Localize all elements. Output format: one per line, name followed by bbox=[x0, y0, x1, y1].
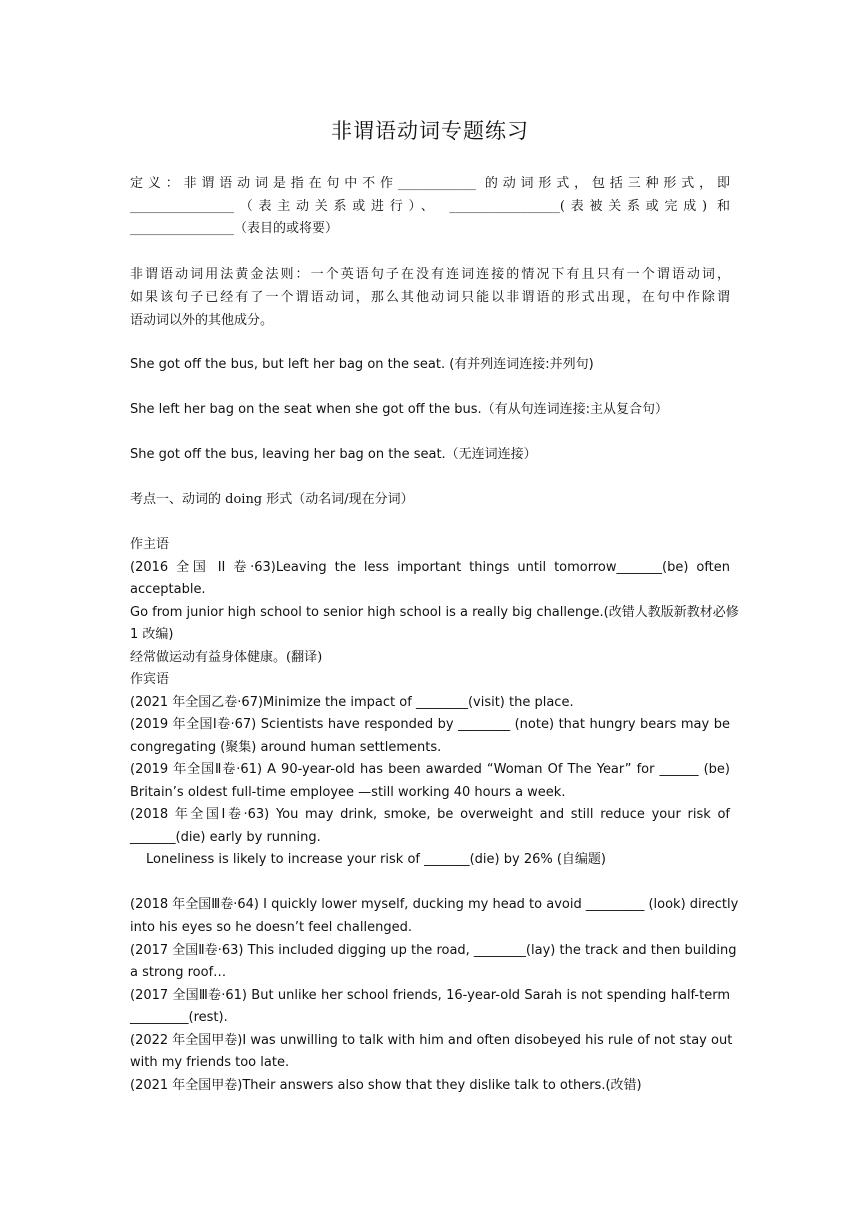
exercise-line: (2018 年全国Ⅰ卷·63) You may drink, smoke, be overweight and still reduce your risk of bbox=[130, 807, 730, 822]
exercise-line: 1 改编) bbox=[130, 627, 174, 642]
example-sentence-2: She left her bag on the seat when she got off the bus.（有从句连词连接:主从复合句） bbox=[130, 402, 668, 417]
example-sentence-3: She got off the bus, leaving her bag on the seat.（无连词连接） bbox=[130, 447, 537, 462]
exercise-line: (2018 年全国Ⅲ卷·64) I quickly lower myself, ducking my head to avoid _________ (look) directly bbox=[130, 897, 739, 912]
exercise-line: 经常做运动有益身体健康。(翻译) bbox=[130, 650, 323, 665]
exercise-line: (2017 全国Ⅱ卷·63) This included digging up the road, ________(lay) the track and then building bbox=[130, 943, 737, 958]
example-sentence-1: She got off the bus, but left her bag on the seat. (有并列连词连接:并列句) bbox=[130, 357, 594, 372]
definition-line-2: ________________（表主动关系或进行）、 _________________(表被关系或完成) 和 bbox=[130, 199, 730, 214]
exercise-line: Go from junior high school to senior high school is a really big challenge.(改错人教版新教材必修 bbox=[130, 605, 739, 620]
exercise-line: with my friends too late. bbox=[130, 1055, 290, 1070]
exercise-line: congregating (聚集) around human settlements. bbox=[130, 740, 442, 755]
golden-rule-line-2: 如果该句子已经有了一个谓语动词，那么其他动词只能以非谓语的形式出现，在句中作除谓 bbox=[130, 290, 730, 305]
definition-line-1: 定义：非谓语动词是指在句中不作____________ 的动词形式，包括三种形式，即 bbox=[130, 176, 730, 191]
section-heading: 考点一、动词的 doing 形式（动名词/现在分词） bbox=[130, 492, 414, 507]
exercise-line: (2022 年全国甲卷)I was unwilling to talk with him and often disobeyed his rule of not stay out bbox=[130, 1033, 733, 1048]
exercise-line: (2019 年全国Ⅱ卷·61) A 90-year-old has been awarded “Woman Of The Year” for ______ (be) bbox=[130, 762, 730, 777]
page-title: 非谓语动词专题练习 bbox=[331, 119, 529, 143]
exercise-line: Loneliness is likely to increase your risk of _______(die) by 26% (自编题) bbox=[146, 852, 606, 867]
exercise-line: a strong roof… bbox=[130, 965, 227, 980]
exercise-line: (2019 年全国Ⅰ卷·67) Scientists have responded by ________ (note) that hungry bears may be bbox=[130, 717, 730, 732]
exercise-line: (2021 年全国乙卷·67)Minimize the impact of ________(visit) the place. bbox=[130, 695, 574, 710]
exercise-line: Britain’s oldest full-time employee —still working 40 hours a week. bbox=[130, 785, 566, 800]
exercise-line: (2016 全国 II 卷·63)Leaving the less important things until tomorrow_______(be) often bbox=[130, 560, 730, 575]
exercise-line: (2017 全国Ⅲ卷·61) But unlike her school friends, 16-year-old Sarah is not spending half-term bbox=[130, 988, 730, 1003]
exercise-line: _________(rest). bbox=[130, 1010, 228, 1025]
definition-line-3: ________________（表目的或将要） bbox=[130, 221, 339, 236]
golden-rule-line-3: 语动词以外的其他成分。 bbox=[130, 313, 274, 328]
golden-rule-line-1: 非谓语动词用法黄金法则：一个英语句子在没有连词连接的情况下有且只有一个谓语动词， bbox=[130, 267, 730, 282]
exercise-line: into his eyes so he doesn’t feel challenged. bbox=[130, 920, 412, 935]
exercise-line: acceptable. bbox=[130, 582, 206, 597]
exercise-line: _______(die) early by running. bbox=[130, 830, 321, 845]
subheading-subject: 作主语 bbox=[130, 537, 170, 552]
subheading-object: 作宾语 bbox=[130, 672, 170, 687]
exercise-line: (2021 年全国甲卷)Their answers also show that they dislike talk to others.(改错) bbox=[130, 1078, 642, 1093]
